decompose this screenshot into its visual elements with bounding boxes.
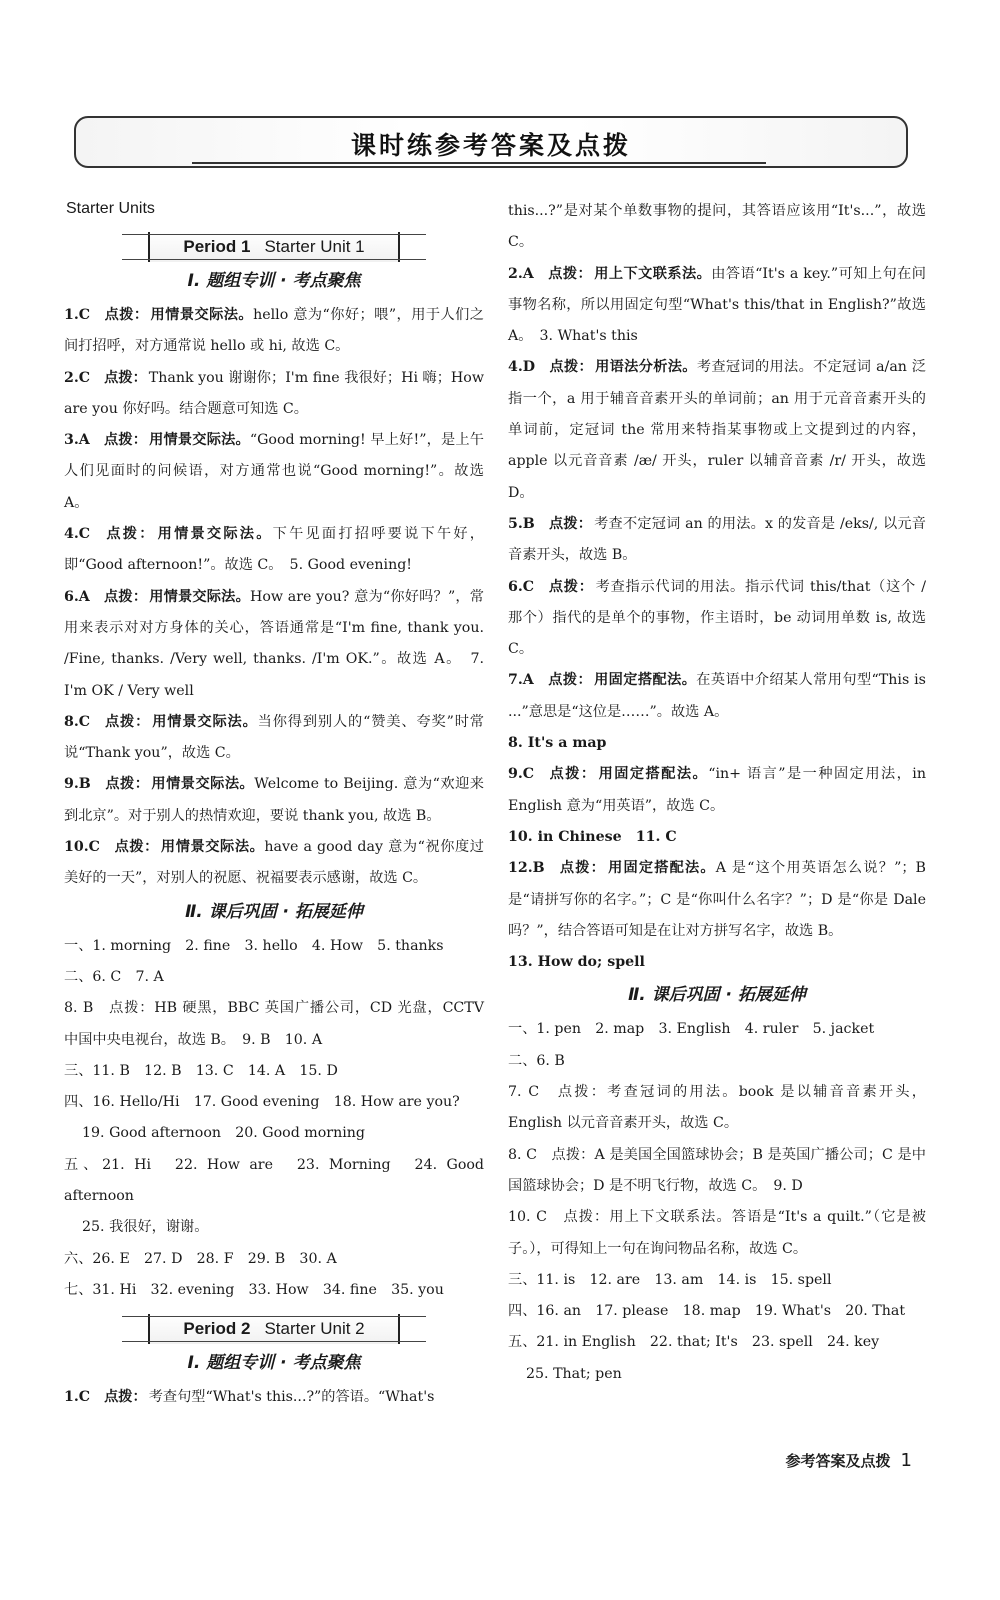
answer-text: 下午见面打招呼要说下午好，即“Good afternoon!”。故选 C。 5. Good evening!: [64, 526, 484, 574]
answer-line: 19. Good afternoon 20. Good morning: [82, 1125, 365, 1142]
answer-item: [64, 1382, 484, 1413]
method-name: 用固定搭配法。: [608, 860, 716, 877]
answer-line: 四、16. Hello/Hi 17. Good evening 18. How are you?: [64, 1094, 460, 1111]
tip-label: 点拨：: [548, 578, 594, 595]
answer-number: 2.C: [64, 369, 91, 386]
answer-item: [508, 759, 926, 822]
answer-number: 1.C: [64, 1389, 91, 1406]
tip-label: 点拨：: [549, 359, 594, 376]
answer-text: Welcome to Beijing. 意为“欢迎来到北京”。对于别人的热情欢迎，要说 thank you, 故选 B。: [64, 776, 484, 824]
method-name: 用情景交际法。: [160, 839, 265, 856]
answer-item: [508, 572, 926, 666]
answer-text: 由答语“It's a key.”可知上句在问事物名称，所以用固定句型“What's this/that in English?”故选 A。 3. What's this: [508, 265, 926, 345]
answer-item: [508, 947, 926, 978]
tip-label: 点拨：: [103, 588, 148, 605]
tip-label: 点拨：: [104, 526, 156, 543]
period-1-label: Period 1: [183, 237, 251, 256]
section-3-heading: Ⅱ. 课后巩固 · 拓展延伸: [628, 985, 806, 1006]
answer-item: [508, 196, 926, 259]
answer-text: Thank you 谢谢你；I'm fine 我很好；Hi 嗨；How are you 你好吗。结合题意可知选 C。: [64, 369, 484, 417]
answer-item: [508, 822, 926, 853]
answer-line: 二、6. B: [508, 1052, 565, 1069]
answer-item: [64, 363, 484, 426]
answer-number: 9.B: [64, 776, 91, 793]
section-1-heading: Ⅰ. 题组专训 · 考点聚焦: [187, 271, 361, 291]
answer-text: 考查指示代词的用法。指示代词 this/that（这个 / 那个）指代的是单个的事物，作主语时，be 动词用单数 is, 故选 C。: [508, 578, 926, 658]
answer-line: 二、6. C 7. A: [64, 968, 164, 985]
tip-label: 点拨：: [548, 766, 597, 783]
answer-line: 四、16. an 17. please 18. map 19. What's 20. That: [508, 1303, 906, 1320]
answer-text: 考查冠词的用法。不定冠词 a/an 泛指一个，a 用于辅音音素开头的单词前；an 用于元音音素开头的单词前，定冠词 the 常用来特指某事物或上文提到过的内容，apple 以元音音素 /æ/ 开头，ruler 以辅音音素 /r/ 开头，故选 D。: [508, 359, 926, 501]
answer-number: 6.A: [64, 588, 90, 605]
tip-label: 点拨：: [558, 860, 607, 877]
answer-item: [64, 769, 484, 832]
left-p1-ii-list: [64, 931, 484, 1307]
answer-line: 8. B 点拨：HB 硬黑，BBC 英国广播公司，CD 光盘，CCTV 中国中央电视台，故选 B。 9. B 10. A: [64, 1000, 484, 1048]
answer-text: 考查不定冠词 an 的用法。x 的发音是 /eks/, 以元音音素开头，故选 B。: [508, 515, 926, 564]
answer-item: [64, 300, 484, 363]
answer-line: 10. C 点拨：用上下文联系法。答语是“It's a quilt.”（它是被子。），可得知上一句在询问物品名称，故选 C。: [508, 1209, 926, 1257]
answer-number: 4.C: [64, 526, 91, 543]
answer-text: have a good day 意为“祝你度过美好的一天”，对别人的祝愿、祝福要表示感谢，故选 C。: [64, 839, 484, 887]
method-name: 用语法分析法。: [595, 359, 697, 376]
answer-line: 8. C 点拨：A 是美国全国篮球协会；B 是英国广播公司；C 是中国篮球协会；D 是不明飞行物，故选 C。 9. D: [508, 1146, 926, 1194]
answer-text: A 是“这个用英语怎么说？”；B 是“请拼写你的名字。”；C 是“你叫什么名字？”；D 是“你是 Dale 吗？”，结合答语可知是在让对方拼写名字，故选 B。: [508, 860, 926, 939]
method-name: 用情景交际法。: [150, 307, 254, 323]
answer-number: 8.C: [64, 713, 91, 730]
right-column: [508, 196, 926, 1390]
answer-number: 1.C: [64, 307, 91, 323]
answer-number: 9.C: [508, 766, 535, 783]
answer-item: [508, 509, 926, 572]
method-name: 用情景交际法。: [152, 713, 258, 730]
answer-line: 三、11. B 12. B 13. C 14. A 15. D: [64, 1062, 338, 1079]
method-name: 用情景交际法。: [149, 588, 250, 605]
left-p1-list: [64, 300, 484, 895]
answer-number: 10.C: [64, 839, 100, 856]
answer-number: 7.A: [508, 672, 534, 689]
answer-item: [508, 853, 926, 947]
answer-text: “Good morning! 早上好!”，是上午人们见面时的问候语，对方通常也说“Good morning!”。故选 A。: [64, 432, 484, 511]
method-name: 用上下文联系法。: [594, 265, 712, 282]
banner-underline: [192, 162, 766, 164]
right-p2-list: [508, 196, 926, 978]
answer-number: 6.C: [508, 578, 535, 595]
answer-line: 五、21. in English 22. that; It's 23. spell 24. key: [508, 1334, 880, 1351]
tip-label: 点拨：: [547, 672, 593, 689]
answer-line: 25. That; pen: [526, 1365, 622, 1382]
answer-item: [64, 832, 484, 895]
answer-text: hello 意为“你好；喂”，用于人们之间打招呼，对方通常说 hello 或 hi, 故选 C。: [64, 307, 484, 355]
period-2-unit: Starter Unit 2: [264, 1319, 365, 1339]
page-number: 1: [900, 1450, 912, 1471]
answer-item: [64, 707, 484, 770]
page-footer: [786, 1450, 912, 1471]
tip-label: 点拨：: [113, 839, 159, 856]
answer-number: 8. It's a map: [508, 735, 607, 752]
answer-item: [64, 519, 484, 582]
left-column: [64, 196, 484, 1414]
answer-line: 7. C 点拨：考查冠词的用法。book 是以辅音音素开头，English 以元音音素开头，故选 C。: [508, 1084, 926, 1132]
answer-number: 4.D: [508, 359, 536, 376]
section-4-heading: Ⅰ. 题组专训 · 考点聚焦: [187, 1353, 361, 1374]
answer-text: this...?”是对某个单数事物的提问，其答语应该用“It's...”，故选 C。: [508, 203, 926, 251]
answer-text: 在英语中介绍某人常用句型“This is ...”意思是“这位是……”。故选 A。: [508, 672, 926, 720]
answer-text: How are you? 意为“你好吗？”，常用来表示对对方身体的关心，答语通常是“I'm fine, thank you. /Fine, thanks. /Very well, thanks. /I'm OK.”。故选 A。 7. I'm OK / Very well: [64, 588, 484, 699]
method-name: 用情景交际法。: [157, 526, 273, 543]
section-2-heading: Ⅱ. 课后巩固 · 拓展延伸: [185, 901, 363, 922]
period-1-header: [148, 232, 400, 262]
answer-text: 当你得到别人的“赞美、夸奖”时常说“Thank you”，故选 C。: [64, 713, 484, 762]
answer-line: 五、21. Hi 22. How are 23. Morning 24. Good afternoon: [64, 1156, 484, 1205]
period-1-unit: Starter Unit 1: [264, 237, 365, 256]
answer-number: 3.A: [64, 432, 90, 449]
period-2-header: [148, 1314, 400, 1344]
tip-label: 点拨：: [104, 369, 147, 386]
answer-number: 10. in Chinese 11. C: [508, 828, 677, 845]
tip-label: 点拨：: [104, 307, 149, 323]
left-p2-list: [64, 1382, 484, 1413]
method-name: 用固定搭配法。: [594, 672, 697, 689]
answer-line: 一、1. pen 2. map 3. English 4. ruler 5. jacket: [508, 1021, 875, 1038]
answer-number: 2.A: [508, 265, 534, 282]
answer-number: 5.B: [508, 515, 535, 532]
tip-label: 点拨：: [103, 432, 148, 449]
page-banner: [74, 116, 908, 168]
answer-number: 13. How do; spell: [508, 954, 645, 971]
answer-line: 一、1. morning 2. fine 3. hello 4. How 5. thanks: [64, 937, 444, 954]
answer-line: 三、11. is 12. are 13. am 14. is 15. spell: [508, 1271, 832, 1288]
page-title: 课时练参考答案及点拨: [350, 131, 631, 160]
answer-item: [64, 582, 484, 707]
answer-item: [64, 425, 484, 519]
tip-label: 点拨：: [548, 515, 593, 532]
answer-item: [508, 665, 926, 728]
answer-text: “in+ 语言”是一种固定用法，in English 意为“用英语”，故选 C。: [508, 766, 926, 814]
answer-line: 七、31. Hi 32. evening 33. How 34. fine 35. you: [64, 1281, 444, 1298]
right-p2-ii-list: [508, 1014, 926, 1390]
answer-item: [508, 352, 926, 508]
tip-label: 点拨：: [104, 713, 151, 730]
tip-label: 点拨：: [104, 1389, 147, 1406]
footer-label: 参考答案及点拨: [785, 1452, 891, 1470]
tip-label: 点拨：: [104, 776, 150, 793]
tip-label: 点拨：: [547, 265, 593, 282]
answer-line: 25. 我很好，谢谢。: [82, 1219, 209, 1236]
starter-units-label: Starter Units: [66, 200, 155, 217]
answer-item: [508, 728, 926, 759]
answer-number: 12.B: [508, 860, 545, 877]
period-2-label: Period 2: [183, 1319, 251, 1339]
method-name: 用固定搭配法。: [598, 766, 709, 783]
method-name: 用情景交际法。: [151, 776, 255, 793]
method-name: 用情景交际法。: [149, 432, 250, 449]
answer-item: [508, 259, 926, 353]
answer-text: 考查句型“What's this...?”的答语。“What's: [148, 1389, 435, 1406]
answer-line: 六、26. E 27. D 28. F 29. B 30. A: [64, 1250, 337, 1267]
